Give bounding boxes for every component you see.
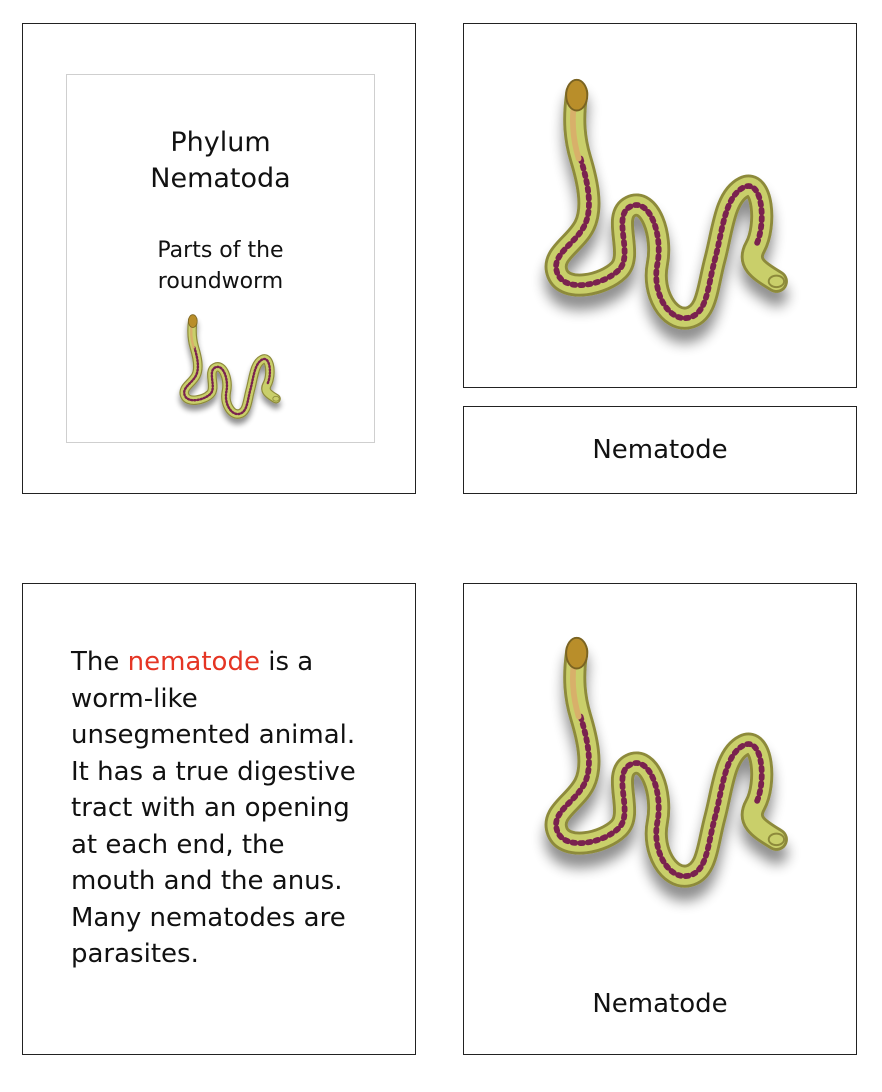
- definition-highlight: nematode: [127, 647, 260, 677]
- nematode-image: [546, 74, 786, 339]
- label-card: [463, 406, 857, 494]
- definition-text: [71, 644, 371, 973]
- nematode-image-labeled: [546, 632, 786, 897]
- title-inner-frame: [66, 74, 375, 443]
- title-line-2: Nematoda: [150, 163, 291, 194]
- title-card: [22, 23, 416, 494]
- definition-text-after: is a worm-like unsegmented animal. It has a true digestive tract with an opening at each end, the mouth and the anus. Many nematodes are parasites.: [71, 647, 356, 969]
- picture-label-card: [463, 583, 857, 1055]
- subtitle-line-2: roundworm: [157, 269, 284, 294]
- definition-text-before: The: [71, 647, 128, 677]
- card-title: [67, 125, 374, 197]
- picture-label-text: Nematode: [592, 989, 728, 1019]
- label-text: Nematode: [592, 435, 728, 465]
- nematode-thumbnail-image: [180, 315, 280, 420]
- definition-card: [22, 583, 416, 1055]
- card-subtitle: [67, 235, 374, 297]
- picture-card: [463, 23, 857, 388]
- title-line-1: Phylum: [170, 127, 271, 158]
- subtitle-line-1: Parts of the: [157, 238, 284, 263]
